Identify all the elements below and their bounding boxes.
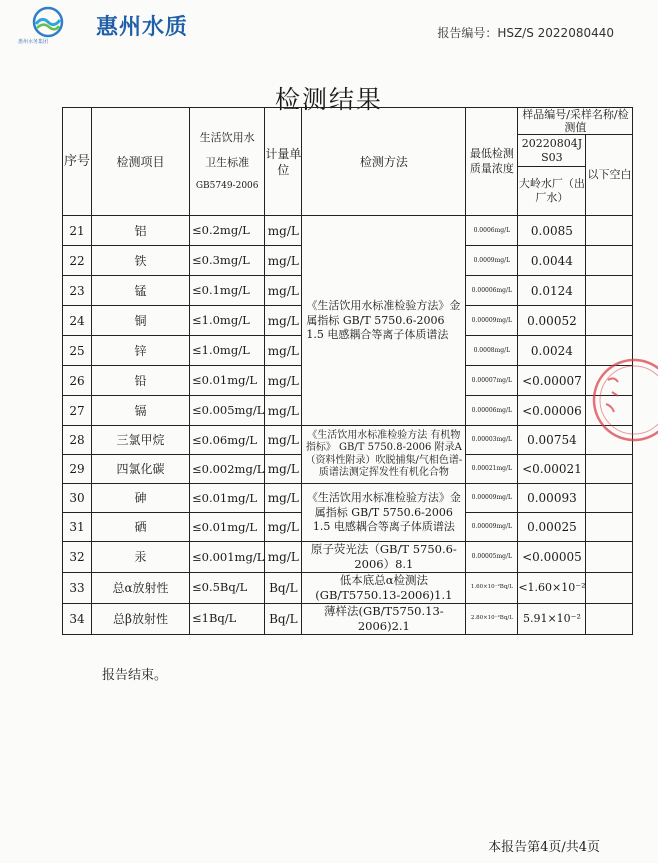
row-no: 25 [63, 336, 92, 366]
row-item: 镉 [92, 396, 190, 426]
row-unit: mg/L [265, 396, 302, 426]
method-organics: 《生活饮用水标准检验方法 有机物指标》 GB/T 5750.8-2006 附录A（资料性附录）吹脱捕集/气相色谱-质谱法测定挥发性有机化合物 [302, 426, 466, 484]
row-unit: mg/L [265, 216, 302, 246]
row-std: ≤0.5Bq/L [190, 573, 265, 604]
row-no: 24 [63, 306, 92, 336]
row-unit: mg/L [265, 542, 302, 573]
row-value: 5.91×10⁻² [518, 604, 586, 635]
row-min: 0.00007mg/L [466, 366, 518, 396]
row-unit: mg/L [265, 455, 302, 484]
std-header-line3: GB5749-2006 [195, 181, 259, 192]
row-value: <0.00005 [518, 542, 586, 573]
page-title: 检测结果 [274, 85, 383, 114]
company-logo-icon [28, 6, 68, 42]
row-value: 0.00093 [518, 484, 586, 513]
row-blank [586, 216, 633, 246]
row-min: 0.00006mg/L [466, 396, 518, 426]
row-no: 28 [63, 426, 92, 455]
company-name: 惠州水质 [96, 15, 189, 40]
row-min: 2.80×10⁻²Bq/L [466, 604, 518, 635]
col-sample-header: 样品编号/采样名称/检测值 [518, 108, 633, 135]
header-row [63, 108, 633, 135]
row-item: 硒 [92, 513, 190, 542]
results-table [62, 107, 633, 635]
row-min: 0.00003mg/L [466, 426, 518, 455]
row-unit: mg/L [265, 366, 302, 396]
table-row [63, 426, 633, 455]
table-row [63, 604, 633, 635]
row-no: 31 [63, 513, 92, 542]
std-header-line1: 生活饮用水 [199, 130, 255, 144]
row-unit: mg/L [265, 276, 302, 306]
row-min: 1.60×10⁻²Bq/L [466, 573, 518, 604]
row-value: 0.0024 [518, 336, 586, 366]
row-min: 0.0006mg/L [466, 216, 518, 246]
method-mercury: 原子荧光法（GB/T 5750.6-2006）8.1 [302, 542, 466, 573]
row-item: 锌 [92, 336, 190, 366]
row-blank [586, 513, 633, 542]
row-unit: mg/L [265, 426, 302, 455]
row-no: 30 [63, 484, 92, 513]
row-no: 33 [63, 573, 92, 604]
row-std: ≤0.01mg/L [190, 513, 265, 542]
row-min: 0.00005mg/L [466, 542, 518, 573]
row-min: 0.0009mg/L [466, 246, 518, 276]
row-item: 汞 [92, 542, 190, 573]
row-unit: mg/L [265, 306, 302, 336]
row-min: 0.00021mg/L [466, 455, 518, 484]
row-no: 29 [63, 455, 92, 484]
row-item: 锰 [92, 276, 190, 306]
method-metals-2: 《生活饮用水标准检验方法》金属指标 GB/T 5750.6-2006 1.5 电感耦合等离子体质谱法 [302, 484, 466, 542]
method-metals: 《生活饮用水标准检验方法》金属指标 GB/T 5750.6-2006 1.5 电感耦合等离子体质谱法 [302, 216, 466, 426]
col-min-header: 最低检测质量浓度 [466, 108, 518, 216]
row-std: ≤1.0mg/L [190, 306, 265, 336]
row-no: 23 [63, 276, 92, 306]
row-no: 27 [63, 396, 92, 426]
row-blank [586, 573, 633, 604]
row-no: 26 [63, 366, 92, 396]
row-blank [586, 484, 633, 513]
sample-name: 大岭水厂（出厂水） [518, 167, 586, 216]
row-std: ≤0.001mg/L [190, 542, 265, 573]
row-item: 四氯化碳 [92, 455, 190, 484]
row-item: 铅 [92, 366, 190, 396]
row-item: 铝 [92, 216, 190, 246]
row-value: <0.00007 [518, 366, 586, 396]
row-min: 0.00009mg/L [466, 484, 518, 513]
report-end-text: 报告结束。 [102, 668, 168, 683]
row-value: 0.0124 [518, 276, 586, 306]
row-std: ≤0.1mg/L [190, 276, 265, 306]
row-item: 总α放射性 [92, 573, 190, 604]
col-method-header: 检测方法 [302, 108, 466, 216]
row-value: 0.00052 [518, 306, 586, 336]
row-unit: mg/L [265, 246, 302, 276]
table-row [63, 542, 633, 573]
row-no: 34 [63, 604, 92, 635]
row-min: 0.00006mg/L [466, 276, 518, 306]
row-value: 0.0085 [518, 216, 586, 246]
row-min: 0.0008mg/L [466, 336, 518, 366]
row-blank [586, 246, 633, 276]
row-unit: mg/L [265, 513, 302, 542]
row-unit: mg/L [265, 484, 302, 513]
row-blank [586, 604, 633, 635]
row-std: ≤0.002mg/L [190, 455, 265, 484]
row-value: <0.00021 [518, 455, 586, 484]
row-min: 0.00009mg/L [466, 306, 518, 336]
row-item: 砷 [92, 484, 190, 513]
row-unit: Bq/L [265, 573, 302, 604]
row-item: 三氯甲烷 [92, 426, 190, 455]
table-row [63, 484, 633, 513]
row-value: <0.00006 [518, 396, 586, 426]
row-no: 32 [63, 542, 92, 573]
col-std-header [190, 108, 265, 216]
row-blank [586, 276, 633, 306]
col-item-header: 检测项目 [92, 108, 190, 216]
row-std: ≤1Bq/L [190, 604, 265, 635]
sample-id: 20220804JS03 [518, 135, 586, 167]
row-std: ≤0.005mg/L [190, 396, 265, 426]
table-row [63, 216, 633, 246]
row-unit: Bq/L [265, 604, 302, 635]
row-value: 0.00754 [518, 426, 586, 455]
row-std: ≤0.01mg/L [190, 484, 265, 513]
col-unit-header: 计量单位 [265, 108, 302, 216]
table-row [63, 573, 633, 604]
row-no: 21 [63, 216, 92, 246]
row-blank [586, 455, 633, 484]
row-item: 铜 [92, 306, 190, 336]
method-alpha: 低本底总α检测法(GB/T5750.13-2006)1.1 [302, 573, 466, 604]
row-blank [586, 306, 633, 336]
seal-stamp-icon [582, 358, 658, 448]
std-header-line2: 卫生标准 [205, 155, 250, 169]
row-std: ≤0.3mg/L [190, 246, 265, 276]
row-value: 0.00025 [518, 513, 586, 542]
row-no: 22 [63, 246, 92, 276]
col-seq-header: 序号 [63, 108, 92, 216]
row-std: ≤0.06mg/L [190, 426, 265, 455]
report-number: 报告编号：HSZ/S 2022080440 [437, 26, 614, 40]
logo-caption: 惠州水务集团 [18, 39, 49, 45]
row-std: ≤0.2mg/L [190, 216, 265, 246]
row-value: 0.0044 [518, 246, 586, 276]
row-min: 0.00009mg/L [466, 513, 518, 542]
row-item: 铁 [92, 246, 190, 276]
page-footer: 本报告第4页/共4页 [488, 840, 600, 855]
row-value: <1.60×10⁻² [518, 573, 586, 604]
row-std: ≤0.01mg/L [190, 366, 265, 396]
blank-note: 以下空白 [586, 135, 633, 216]
row-item: 总β放射性 [92, 604, 190, 635]
method-beta: 薄样法(GB/T5750.13-2006)2.1 [302, 604, 466, 635]
row-std: ≤1.0mg/L [190, 336, 265, 366]
row-unit: mg/L [265, 336, 302, 366]
row-blank [586, 542, 633, 573]
